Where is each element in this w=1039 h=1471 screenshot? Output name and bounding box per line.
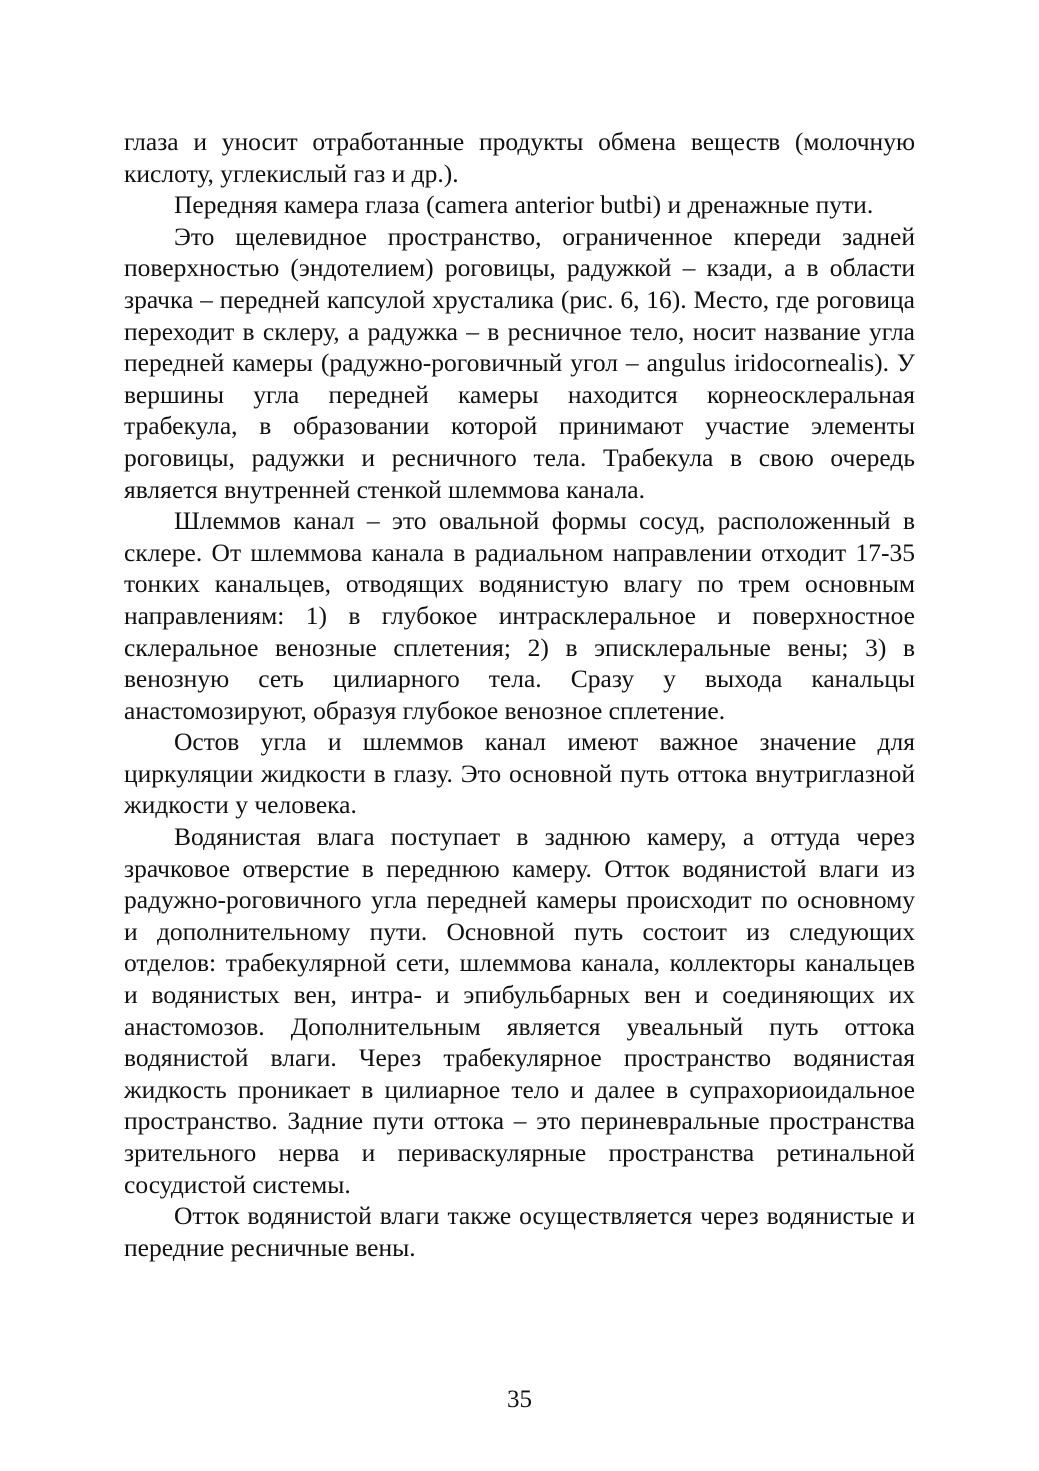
paragraph-schlemm-canal: Шлеммов канал – это овальной формы сосуд, расположенный в склере. От шлеммова канала в радиальном направлении отходит 17-35 тонких канальцев, отводящих водянистую влагу по трем основным направлениям: 1) в глубокое интрасклеральное и поверхностное склеральное венозные сплетения; 2) в эписклеральные вены; 3) в венозную сеть цилиарного тела. Сразу у выхода канальцы анастомозируют, образуя глубокое венозное сплетение. <box>124 506 915 725</box>
section-heading-anterior-chamber: Передняя камера глаза (camera anterior butbi) и дренажные пути. <box>174 190 874 220</box>
paragraph-chamber-description: Это щелевидное пространство, ограниченное кпереди задней поверхностью (эндотелием) роговицы, радужкой – кзади, а в области зрачка – передней капсулой хрусталика (рис. 6, 16). Место, где роговица переходит в склеру, а радужка – в ресничное тело, носит название угла передней камеры (радужно-роговичный угол – angulus iridocornealis). У вершины угла передней камеры находится корнеосклеральная трабекула, в образовании которой принимают участие элементы роговицы, радужки и ресничного тела. Трабекула в свою очередь является внутренней стенкой шлеммова канала. <box>124 221 915 504</box>
paragraph-continuation: глаза и уносит отработанные продукты обмена веществ (молочную кислоту, углекислый газ и др.). <box>124 127 915 188</box>
page-body <box>124 126 915 1263</box>
page-number: 35 <box>507 1386 532 1413</box>
paragraph-circulation: Остов угла и шлеммов канал имеют важное значение для циркуляции жидкости в глазу. Это основной путь оттока внутриглазной жидкости у человека. <box>124 727 915 820</box>
paragraph-outflow-pathways: Водянистая влага поступает в заднюю камеру, а оттуда через зрачковое отверстие в переднюю камеру. Отток водянистой влаги из радужно-роговичного угла передней камеры происходит по основному и дополнительному пути. Основной путь состоит из следующих отделов: трабекулярной сети, шлеммова канала, коллекторы канальцев и водянистых вен, интра- и эпибульбарных вен и соединяющих их анастомозов. Дополнительным является увеальный путь оттока водянистой влаги. Через трабекулярное пространство водянистая жидкость проникает в цилиарное тело и далее в супрахориоидальное пространство. Задние пути оттока – это периневральные пространства зрительного нерва и периваскулярные пространства ретинальной сосудистой системы. <box>124 822 915 1199</box>
paragraph-outflow-veins: Отток водянистой влаги также осуществляется через водянистые и передние ресничные вены. <box>124 1201 915 1262</box>
